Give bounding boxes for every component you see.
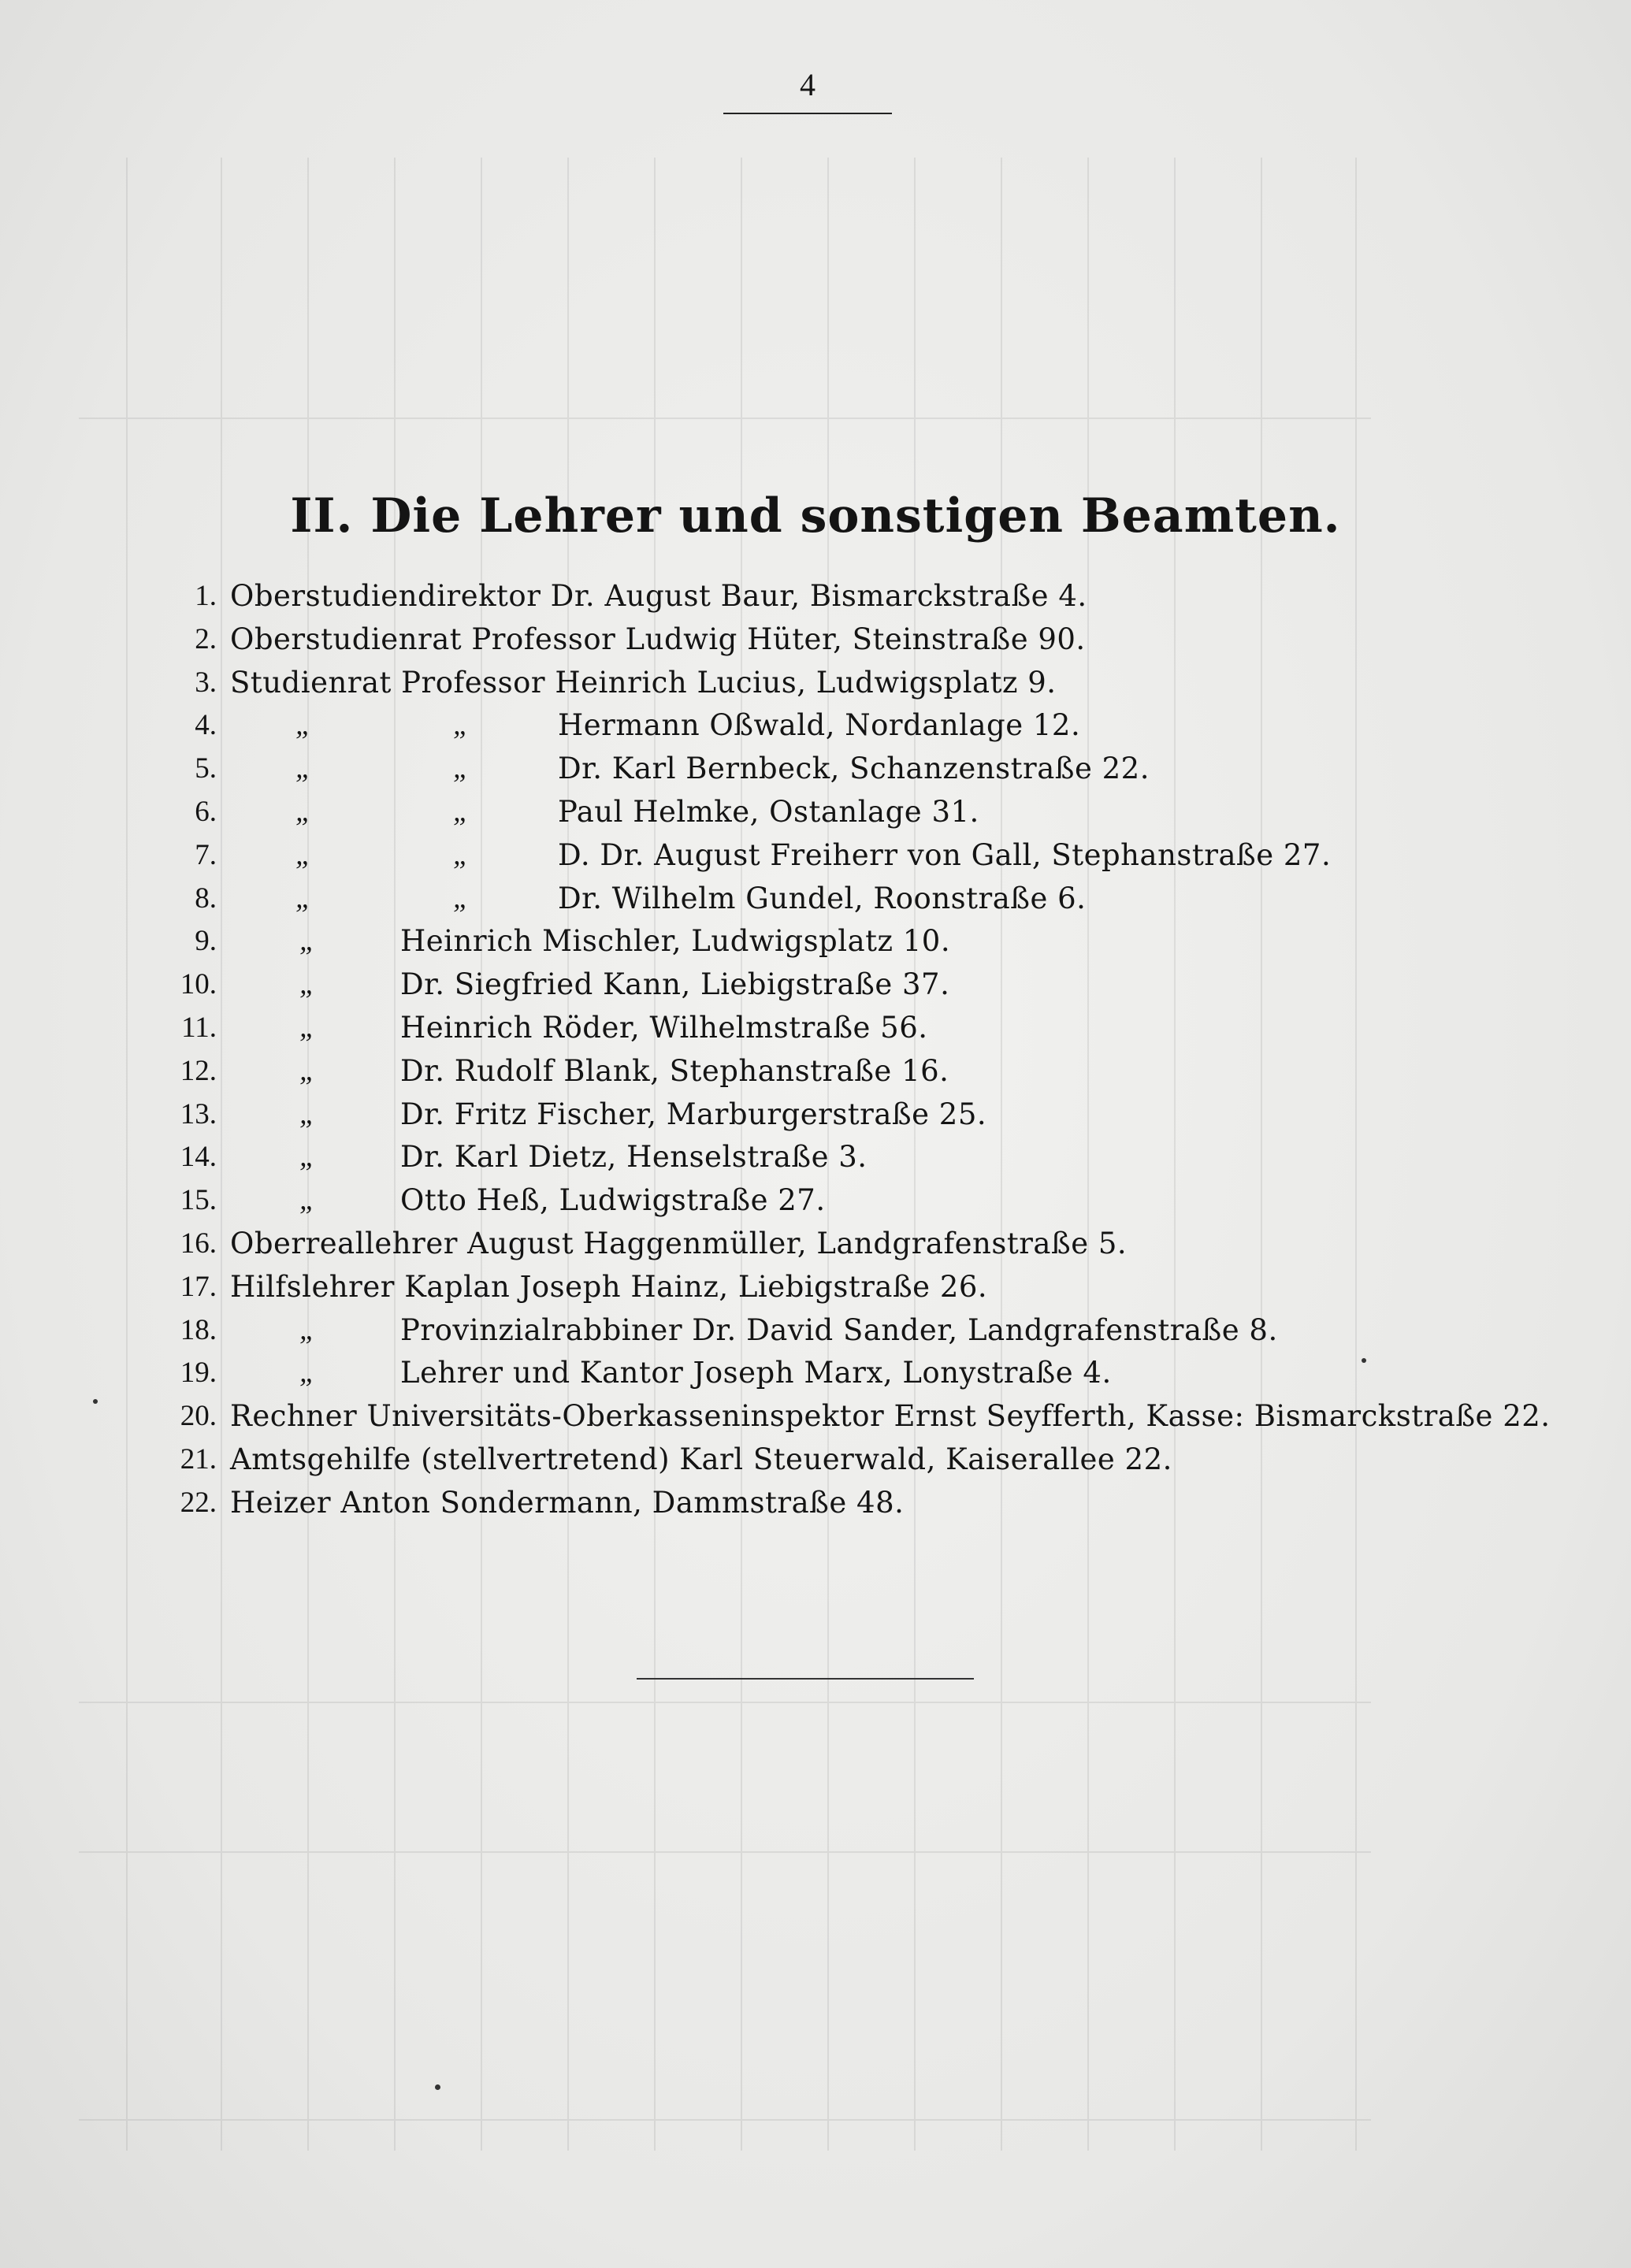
section-title: II. Die Lehrer und sonstigen Beamten. (290, 488, 1341, 544)
staff-list-item (158, 920, 1576, 963)
staff-list-item (158, 618, 1576, 662)
staff-entry-text: Heinrich Mischler, Ludwigsplatz 10. (400, 924, 951, 959)
staff-entry-text: Amtsgehilfe (stellvertretend) Karl Steuerwald, Kaiserallee 22. (230, 1442, 1172, 1476)
ditto-mark: „ (453, 752, 470, 785)
staff-list-item (158, 1266, 1576, 1309)
staff-list-item (158, 1136, 1576, 1179)
item-number: 17. (180, 1270, 217, 1303)
ditto-mark: „ (295, 709, 312, 742)
item-number: 1. (195, 580, 217, 612)
staff-entry-text: Hermann Oßwald, Nordanlage 12. (558, 708, 1081, 743)
staff-entry-text: Dr. Fritz Fischer, Marburgerstraße 25. (400, 1097, 987, 1131)
item-number: 16. (180, 1227, 217, 1260)
staff-list-item (158, 748, 1576, 791)
item-number: 9. (195, 925, 217, 958)
ditto-mark: „ (299, 925, 316, 958)
staff-list-item (158, 1309, 1576, 1353)
item-number: 13. (180, 1097, 217, 1130)
item-number: 2. (195, 622, 217, 655)
ditto-mark: „ (453, 709, 470, 742)
ditto-mark: „ (295, 795, 312, 828)
staff-entry-text: Studienrat Professor Heinrich Lucius, Ludwigsplatz 9. (230, 665, 1057, 700)
staff-entry-text: Oberstudienrat Professor Ludwig Hüter, Steinstraße 90. (230, 622, 1086, 656)
staff-entry-text: Otto Heß, Ludwigstraße 27. (400, 1183, 826, 1218)
ditto-mark: „ (299, 1357, 316, 1390)
staff-entry-text: Rechner Universitäts-Oberkasseninspektor Ernst Seyfferth, Kasse: Bismarckstraße 22. (230, 1399, 1551, 1434)
staff-entry-text: Hilfslehrer Kaplan Joseph Hainz, Liebigstraße 26. (230, 1269, 988, 1304)
ink-speck (1362, 1358, 1366, 1363)
staff-list-item (158, 791, 1576, 834)
ditto-mark: „ (299, 1011, 316, 1044)
ink-speck (435, 2084, 440, 2090)
closing-rule (637, 1678, 974, 1680)
ditto-mark: „ (299, 1097, 316, 1130)
item-number: 15. (180, 1184, 217, 1217)
item-number: 18. (180, 1313, 217, 1346)
staff-entry-text: Dr. Karl Dietz, Henselstraße 3. (400, 1140, 868, 1175)
staff-entry-text: Dr. Wilhelm Gundel, Roonstraße 6. (558, 881, 1087, 915)
staff-entry-text: Paul Helmke, Ostanlage 31. (558, 794, 979, 829)
staff-list-item (158, 1223, 1576, 1266)
staff-list-item (158, 834, 1576, 878)
item-number: 6. (195, 795, 217, 828)
staff-list-item (158, 575, 1576, 618)
staff-list-item (158, 1093, 1576, 1137)
staff-entry-text: Lehrer und Kantor Joseph Marx, Lonystraße 4. (400, 1356, 1112, 1390)
staff-entry-text: Dr. Siegfried Kann, Liebigstraße 37. (400, 967, 950, 1002)
staff-list-item (158, 878, 1576, 921)
ditto-mark: „ (295, 882, 312, 915)
item-number: 14. (180, 1141, 217, 1174)
staff-entry-text: Oberstudiendirektor Dr. August Baur, Bismarckstraße 4. (230, 579, 1087, 613)
ditto-mark: „ (453, 882, 470, 915)
staff-list-item (158, 1179, 1576, 1223)
staff-list-item (158, 963, 1576, 1007)
staff-list-item (158, 1050, 1576, 1093)
item-number: 22. (180, 1486, 217, 1519)
staff-entry-text: Dr. Karl Bernbeck, Schanzenstraße 22. (558, 752, 1150, 786)
staff-entry-text: Dr. Rudolf Blank, Stephanstraße 16. (400, 1053, 949, 1088)
staff-entry-text: Heinrich Röder, Wilhelmstraße 56. (400, 1010, 928, 1045)
page-number: 4 (800, 67, 816, 102)
staff-entry-text: Provinzialrabbiner Dr. David Sander, Landgrafenstraße 8. (400, 1312, 1278, 1347)
ditto-mark: „ (299, 1313, 316, 1346)
ditto-mark: „ (453, 795, 470, 828)
item-number: 4. (195, 709, 217, 742)
staff-list-item (158, 1438, 1576, 1482)
staff-list-item (158, 662, 1576, 705)
staff-list-item (158, 704, 1576, 748)
ditto-mark: „ (299, 1141, 316, 1174)
ditto-mark: „ (295, 838, 312, 871)
ink-speck (93, 1399, 98, 1404)
staff-list-item (158, 1395, 1576, 1438)
item-number: 21. (180, 1442, 217, 1475)
page-number-rule (723, 113, 892, 114)
ditto-mark: „ (453, 838, 470, 871)
item-number: 19. (180, 1357, 217, 1390)
item-number: 10. (180, 968, 217, 1001)
staff-list-item (158, 1482, 1576, 1525)
ditto-mark: „ (299, 968, 316, 1001)
staff-list (158, 575, 1576, 1525)
item-number: 20. (180, 1400, 217, 1433)
staff-entry-text: Oberreallehrer August Haggenmüller, Landgrafenstraße 5. (230, 1226, 1128, 1260)
item-number: 3. (195, 666, 217, 699)
item-number: 5. (195, 752, 217, 785)
item-number: 7. (195, 838, 217, 871)
item-number: 11. (181, 1011, 217, 1044)
ditto-mark: „ (299, 1054, 316, 1087)
staff-list-item (158, 1007, 1576, 1050)
ditto-mark: „ (299, 1184, 316, 1217)
staff-entry-text: Heizer Anton Sondermann, Dammstraße 48. (230, 1485, 905, 1520)
ditto-mark: „ (295, 752, 312, 785)
staff-entry-text: D. Dr. August Freiherr von Gall, Stephanstraße 27. (558, 837, 1332, 872)
item-number: 8. (195, 882, 217, 915)
item-number: 12. (180, 1054, 217, 1087)
